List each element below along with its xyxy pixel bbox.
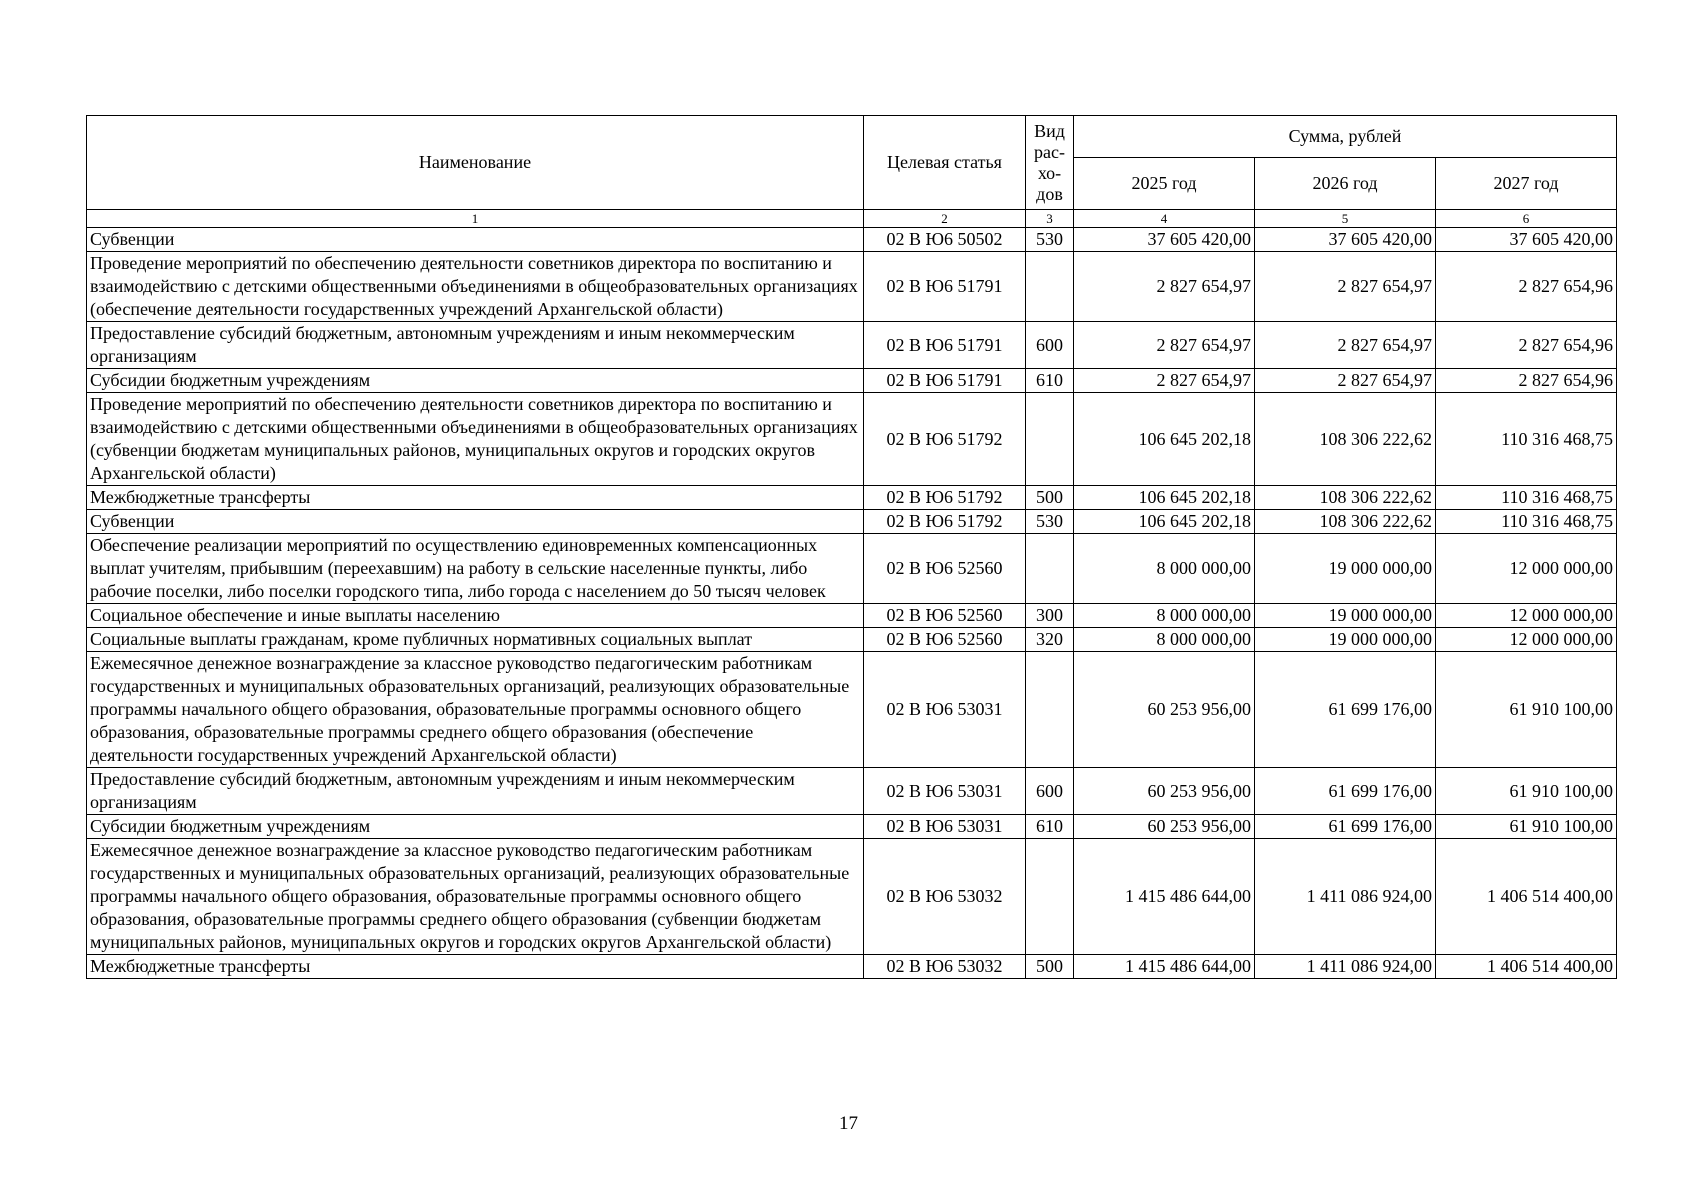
table-row xyxy=(87,815,1617,839)
table-row xyxy=(87,369,1617,393)
row-target-code: 02 В Ю6 52560 xyxy=(864,628,1026,652)
row-expense-type: 530 xyxy=(1026,510,1074,534)
row-amount-2027: 2 827 654,96 xyxy=(1436,369,1617,393)
row-amount-2026: 2 827 654,97 xyxy=(1255,252,1436,322)
table-row xyxy=(87,322,1617,369)
row-amount-2025: 8 000 000,00 xyxy=(1074,628,1255,652)
row-amount-2025: 8 000 000,00 xyxy=(1074,604,1255,628)
row-amount-2025: 60 253 956,00 xyxy=(1074,815,1255,839)
table-row xyxy=(87,252,1617,322)
header-row-top xyxy=(87,116,1617,158)
row-expense-type: 500 xyxy=(1026,955,1074,979)
table-body xyxy=(87,228,1617,979)
budget-table xyxy=(86,115,1617,979)
table-row xyxy=(87,534,1617,604)
row-amount-2025: 60 253 956,00 xyxy=(1074,652,1255,768)
row-amount-2026: 61 699 176,00 xyxy=(1255,768,1436,815)
row-target-code: 02 В Ю6 53031 xyxy=(864,768,1026,815)
row-amount-2025: 37 605 420,00 xyxy=(1074,228,1255,252)
row-expense-type xyxy=(1026,839,1074,955)
table-row xyxy=(87,628,1617,652)
row-amount-2027: 2 827 654,96 xyxy=(1436,252,1617,322)
row-amount-2027: 110 316 468,75 xyxy=(1436,510,1617,534)
column-number: 3 xyxy=(1026,210,1074,228)
row-amount-2026: 61 699 176,00 xyxy=(1255,815,1436,839)
table-row xyxy=(87,652,1617,768)
row-name: Межбюджетные трансферты xyxy=(87,955,864,979)
row-name: Субсидии бюджетным учреждениям xyxy=(87,369,864,393)
row-target-code: 02 В Ю6 52560 xyxy=(864,604,1026,628)
row-expense-type: 600 xyxy=(1026,768,1074,815)
page-number: 17 xyxy=(839,1113,858,1134)
header-type: Вид рас-хо-дов xyxy=(1026,116,1074,210)
row-name: Предоставление субсидий бюджетным, автономным учреждениям и иным некоммерческим организациям xyxy=(87,768,864,815)
column-number: 5 xyxy=(1255,210,1436,228)
row-expense-type xyxy=(1026,652,1074,768)
row-amount-2026: 108 306 222,62 xyxy=(1255,393,1436,486)
table-row xyxy=(87,839,1617,955)
row-amount-2027: 12 000 000,00 xyxy=(1436,604,1617,628)
column-number: 4 xyxy=(1074,210,1255,228)
row-amount-2026: 37 605 420,00 xyxy=(1255,228,1436,252)
row-amount-2025: 2 827 654,97 xyxy=(1074,369,1255,393)
row-amount-2027: 61 910 100,00 xyxy=(1436,652,1617,768)
row-name: Субсидии бюджетным учреждениям xyxy=(87,815,864,839)
table-row xyxy=(87,393,1617,486)
row-amount-2027: 2 827 654,96 xyxy=(1436,322,1617,369)
header-name: Наименование xyxy=(87,116,864,210)
column-number: 6 xyxy=(1436,210,1617,228)
row-amount-2027: 110 316 468,75 xyxy=(1436,393,1617,486)
row-target-code: 02 В Ю6 53032 xyxy=(864,839,1026,955)
row-amount-2025: 1 415 486 644,00 xyxy=(1074,955,1255,979)
row-amount-2027: 1 406 514 400,00 xyxy=(1436,839,1617,955)
row-amount-2026: 19 000 000,00 xyxy=(1255,604,1436,628)
header-2027: 2027 год xyxy=(1436,158,1617,210)
row-amount-2027: 37 605 420,00 xyxy=(1436,228,1617,252)
row-amount-2026: 19 000 000,00 xyxy=(1255,628,1436,652)
table-row xyxy=(87,486,1617,510)
header-2025: 2025 год xyxy=(1074,158,1255,210)
header-2026: 2026 год xyxy=(1255,158,1436,210)
row-expense-type: 610 xyxy=(1026,815,1074,839)
row-target-code: 02 В Ю6 51792 xyxy=(864,486,1026,510)
row-expense-type xyxy=(1026,534,1074,604)
row-expense-type: 500 xyxy=(1026,486,1074,510)
row-name: Обеспечение реализации мероприятий по осуществлению единовременных компенсационных выплат учителям, прибывшим (переехавшим) на работу в сельские населенные пункты, либо рабочие поселки, либо поселки городского типа, либо города с населением до 50 тысяч человек xyxy=(87,534,864,604)
row-amount-2025: 60 253 956,00 xyxy=(1074,768,1255,815)
header-sum: Сумма, рублей xyxy=(1074,116,1617,158)
header-target: Целевая статья xyxy=(864,116,1026,210)
table-row xyxy=(87,768,1617,815)
row-target-code: 02 В Ю6 53031 xyxy=(864,815,1026,839)
row-target-code: 02 В Ю6 51792 xyxy=(864,510,1026,534)
row-amount-2025: 106 645 202,18 xyxy=(1074,486,1255,510)
row-amount-2026: 61 699 176,00 xyxy=(1255,652,1436,768)
row-amount-2026: 2 827 654,97 xyxy=(1255,369,1436,393)
row-expense-type xyxy=(1026,393,1074,486)
row-expense-type: 530 xyxy=(1026,228,1074,252)
column-number: 2 xyxy=(864,210,1026,228)
row-target-code: 02 В Ю6 50502 xyxy=(864,228,1026,252)
row-amount-2025: 2 827 654,97 xyxy=(1074,322,1255,369)
row-amount-2025: 106 645 202,18 xyxy=(1074,510,1255,534)
row-name: Социальное обеспечение и иные выплаты населению xyxy=(87,604,864,628)
row-target-code: 02 В Ю6 51791 xyxy=(864,322,1026,369)
row-expense-type: 300 xyxy=(1026,604,1074,628)
row-expense-type xyxy=(1026,252,1074,322)
row-expense-type: 610 xyxy=(1026,369,1074,393)
row-target-code: 02 В Ю6 51791 xyxy=(864,369,1026,393)
row-name: Субвенции xyxy=(87,228,864,252)
row-amount-2025: 106 645 202,18 xyxy=(1074,393,1255,486)
row-amount-2025: 2 827 654,97 xyxy=(1074,252,1255,322)
row-amount-2027: 12 000 000,00 xyxy=(1436,628,1617,652)
row-expense-type: 320 xyxy=(1026,628,1074,652)
row-amount-2027: 110 316 468,75 xyxy=(1436,486,1617,510)
row-amount-2026: 19 000 000,00 xyxy=(1255,534,1436,604)
row-name: Межбюджетные трансферты xyxy=(87,486,864,510)
row-amount-2026: 108 306 222,62 xyxy=(1255,486,1436,510)
row-amount-2025: 8 000 000,00 xyxy=(1074,534,1255,604)
row-name: Субвенции xyxy=(87,510,864,534)
row-name: Социальные выплаты гражданам, кроме публичных нормативных социальных выплат xyxy=(87,628,864,652)
row-target-code: 02 В Ю6 53032 xyxy=(864,955,1026,979)
row-amount-2027: 12 000 000,00 xyxy=(1436,534,1617,604)
document-page xyxy=(86,115,1616,979)
row-amount-2026: 1 411 086 924,00 xyxy=(1255,955,1436,979)
table-row xyxy=(87,228,1617,252)
row-name: Ежемесячное денежное вознаграждение за классное руководство педагогическим работникам государственных и муниципальных образовательных организаций, реализующих образовательные программы начального общего образования, образовательные программы основного общего образования, образовательные программы среднего общего образования (субвенции бюджетам муниципальных районов, муниципальных округов и городских округов Архангельской области) xyxy=(87,839,864,955)
column-number-row xyxy=(87,210,1617,228)
row-amount-2025: 1 415 486 644,00 xyxy=(1074,839,1255,955)
row-target-code: 02 В Ю6 52560 xyxy=(864,534,1026,604)
row-expense-type: 600 xyxy=(1026,322,1074,369)
row-amount-2026: 2 827 654,97 xyxy=(1255,322,1436,369)
table-row xyxy=(87,510,1617,534)
row-name: Ежемесячное денежное вознаграждение за классное руководство педагогическим работникам государственных и муниципальных образовательных организаций, реализующих образовательные программы начального общего образования, образовательные программы основного общего образования, образовательные программы среднего общего образования (обеспечение деятельности государственных учреждений Архангельской области) xyxy=(87,652,864,768)
row-name: Проведение мероприятий по обеспечению деятельности советников директора по воспитанию и взаимодействию с детскими общественными объединениями в общеобразовательных организациях (субвенции бюджетам муниципальных районов, муниципальных округов и городских округов Архангельской области) xyxy=(87,393,864,486)
row-amount-2026: 108 306 222,62 xyxy=(1255,510,1436,534)
row-amount-2027: 1 406 514 400,00 xyxy=(1436,955,1617,979)
row-target-code: 02 В Ю6 51791 xyxy=(864,252,1026,322)
table-row xyxy=(87,955,1617,979)
row-amount-2026: 1 411 086 924,00 xyxy=(1255,839,1436,955)
row-name: Проведение мероприятий по обеспечению деятельности советников директора по воспитанию и взаимодействию с детскими общественными объединениями в общеобразовательных организациях (обеспечение деятельности государственных учреждений Архангельской области) xyxy=(87,252,864,322)
row-target-code: 02 В Ю6 51792 xyxy=(864,393,1026,486)
column-number: 1 xyxy=(87,210,864,228)
table-row xyxy=(87,604,1617,628)
row-name: Предоставление субсидий бюджетным, автономным учреждениям и иным некоммерческим организациям xyxy=(87,322,864,369)
row-amount-2027: 61 910 100,00 xyxy=(1436,768,1617,815)
row-target-code: 02 В Ю6 53031 xyxy=(864,652,1026,768)
row-amount-2027: 61 910 100,00 xyxy=(1436,815,1617,839)
